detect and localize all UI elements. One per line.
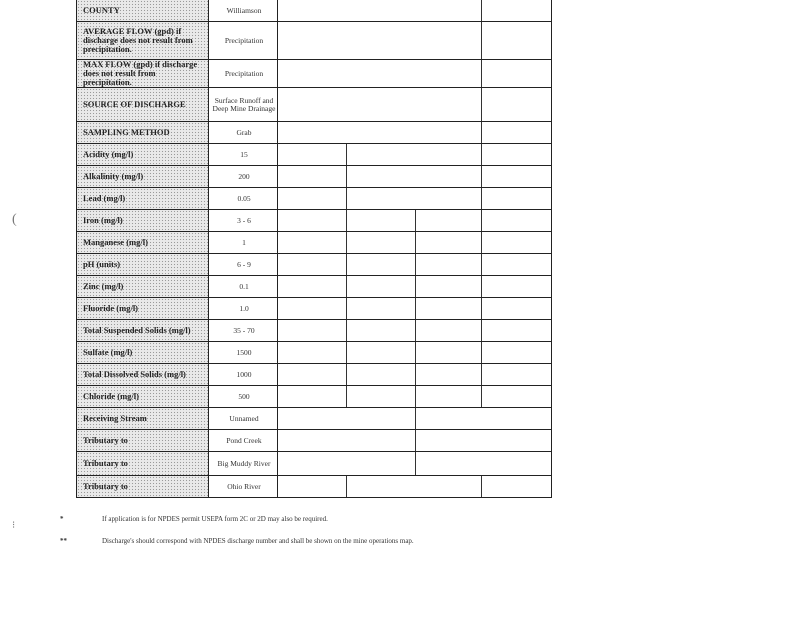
- table-row: [77, 452, 551, 476]
- table-row: [77, 210, 551, 232]
- row-label: MAX FLOW (gpd) if discharge does not result from precipitation.: [77, 60, 209, 87]
- row-label: Tributary to: [77, 430, 209, 451]
- row-label: Lead (mg/l): [77, 188, 209, 209]
- row-label: Total Dissolved Solids (mg/l): [77, 364, 209, 385]
- row-value: 0.05: [211, 188, 278, 209]
- margin-bracket-icon: (: [12, 212, 17, 227]
- row-value: Unnamed: [211, 408, 278, 429]
- row-value: 1.0: [211, 298, 278, 319]
- row-value: Williamson: [211, 0, 278, 21]
- row-label: Acidity (mg/l): [77, 144, 209, 165]
- row-value: Precipitation: [211, 60, 278, 87]
- margin-mark-icon: ⁝: [12, 520, 16, 531]
- row-value: 1: [211, 232, 278, 253]
- table-row: [77, 166, 551, 188]
- row-label: COUNTY: [77, 0, 209, 21]
- table-row: [77, 22, 551, 60]
- table-row: [77, 364, 551, 386]
- row-value: Surface Runoff and Deep Mine Drainage: [211, 88, 278, 121]
- row-label: SAMPLING METHOD: [77, 122, 209, 143]
- row-label: AVERAGE FLOW (gpd) if discharge does not result from precipitation.: [77, 22, 209, 59]
- table-row: [77, 0, 551, 22]
- table-row: [77, 320, 551, 342]
- row-label: pH (units): [77, 254, 209, 275]
- table-row: [77, 88, 551, 122]
- footnote-marker: *: [60, 515, 64, 523]
- row-value: Grab: [211, 122, 278, 143]
- row-value: 0.1: [211, 276, 278, 297]
- table-row: [77, 386, 551, 408]
- row-value: 200: [211, 166, 278, 187]
- row-value: Pond Creek: [211, 430, 278, 451]
- footnote-text: If application is for NPDES permit USEPA form 2C or 2D may also be required.: [102, 515, 328, 523]
- row-value: Precipitation: [211, 22, 278, 59]
- row-label: Zinc (mg/l): [77, 276, 209, 297]
- row-value: 3 - 6: [211, 210, 278, 231]
- row-label: Fluoride (mg/l): [77, 298, 209, 319]
- row-label: Tributary to: [77, 452, 209, 475]
- table-row: [77, 188, 551, 210]
- table-row: [77, 276, 551, 298]
- row-label: Receiving Stream: [77, 408, 209, 429]
- row-label: SOURCE OF DISCHARGE: [77, 88, 209, 121]
- table-row: [77, 342, 551, 364]
- row-value: 6 - 9: [211, 254, 278, 275]
- row-label: Chloride (mg/l): [77, 386, 209, 407]
- row-value: 35 - 70: [211, 320, 278, 341]
- row-value: 1000: [211, 364, 278, 385]
- table-row: [77, 408, 551, 430]
- row-value: Big Muddy River: [211, 452, 278, 475]
- row-value: 15: [211, 144, 278, 165]
- row-label: Sulfate (mg/l): [77, 342, 209, 363]
- discharge-table: [76, 0, 552, 498]
- table-row: [77, 430, 551, 452]
- row-label: Manganese (mg/l): [77, 232, 209, 253]
- table-row: [77, 122, 551, 144]
- table-row: [77, 476, 551, 498]
- row-label: Alkalinity (mg/l): [77, 166, 209, 187]
- row-label: Tributary to: [77, 476, 209, 497]
- row-value: Ohio River: [211, 476, 278, 497]
- table-row: [77, 298, 551, 320]
- table-row: [77, 60, 551, 88]
- row-label: Iron (mg/l): [77, 210, 209, 231]
- footnote-text: Discharge's should correspond with NPDES discharge number and shall be shown on the mine operations map.: [102, 537, 414, 545]
- table-row: [77, 144, 551, 166]
- footnote-marker: **: [60, 537, 67, 545]
- table-row: [77, 254, 551, 276]
- row-value: 1500: [211, 342, 278, 363]
- table-row: [77, 232, 551, 254]
- row-label: Total Suspended Solids (mg/l): [77, 320, 209, 341]
- row-value: 500: [211, 386, 278, 407]
